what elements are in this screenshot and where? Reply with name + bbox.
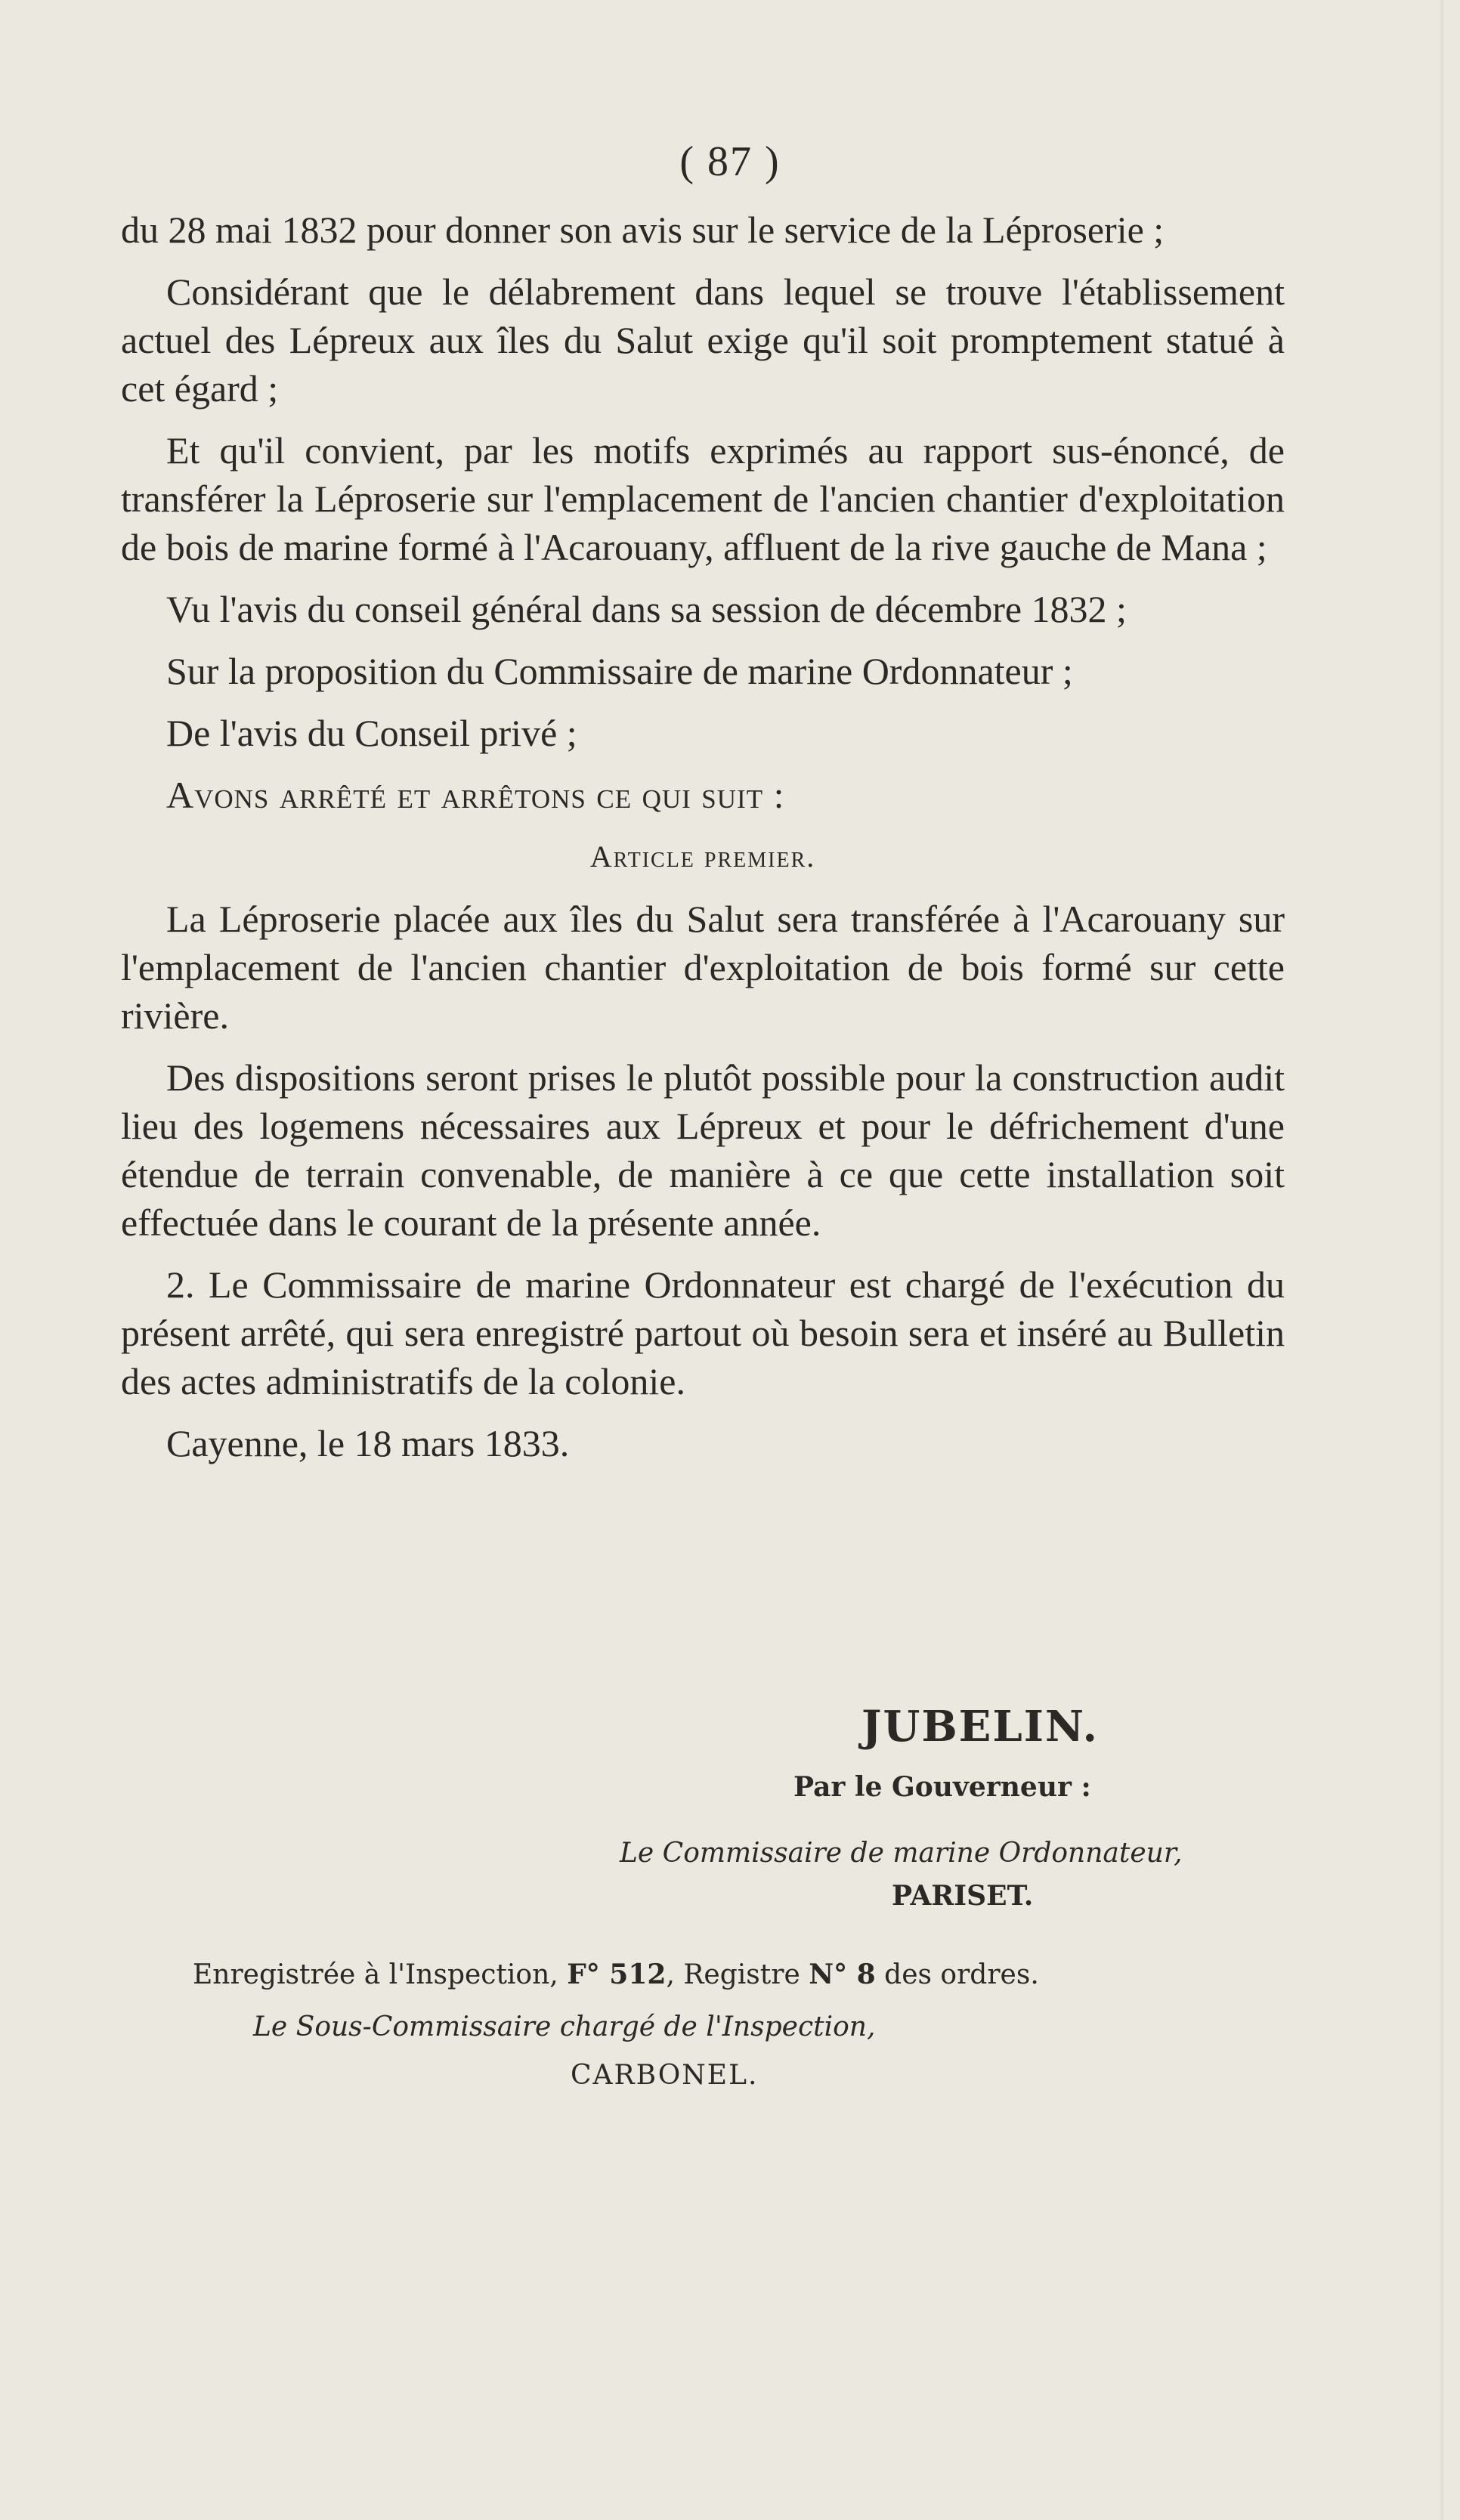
folio: F° 512 [567,1959,667,1990]
paragraph: du 28 mai 1832 pour donner son avis sur le service de la Léproserie ; [121,209,1165,251]
paragraph: Considérant que le délabrement dans lequel se trouve l'établissement actuel des Lépreux aux îles du Salut exige qu'il soit promptement statué à cet égard ; [121,271,1285,410]
paragraph: Des dispositions seront prises le plutôt possible pour la construction audit lieu des logemens nécessaires aux Lépreux et pour le défrichement d'une étendue de terrain convenable, de manière à ce que cette installation soit effectuée dans le courant de la présente année. [121,1056,1285,1244]
sous-commissaire-title: Le Sous-Commissaire chargé de l'Inspection, [253,2011,876,2042]
paragraph: Sur la proposition du Commissaire de marine Ordonnateur ; [166,650,1073,692]
paragraph: 2. Le Commissaire de marine Ordonnateur est chargé de l'exécution du présent arrêté, qui sera enregistré partout où besoin sera et inséré au Bulletin des actes administratifs de la colonie. [121,1263,1285,1402]
registration-suffix: des ordres. [875,1959,1039,1990]
registre-number: N° 8 [809,1959,876,1990]
body-text [121,206,1285,1481]
commissaire-signature: PARISET. [892,1880,1034,1912]
paragraph: Et qu'il convient, par les motifs exprimés au rapport sus-énoncé, de transférer la Léproserie sur l'emplacement de l'ancien chantier d'exploitation de bois de marine formé à l'Acarouany, affluent de la rive gauche de Mana ; [121,429,1285,568]
par-le-gouverneur: Par le Gouverneur : [793,1771,1091,1803]
decree-formula: Avons arrêté et arrêtons ce qui suit : [166,774,785,816]
registration-mid: , Registre [666,1959,809,1990]
sous-commissaire-signature: CARBONEL. [571,2060,759,2091]
date-line: Cayenne, le 18 mars 1833. [166,1422,570,1464]
governor-signature: JUBELIN. [861,1702,1100,1752]
paragraph: Vu l'avis du conseil général dans sa session de décembre 1832 ; [166,588,1127,630]
registration-line [0,1959,1460,1990]
page-number: ( 87 ) [679,138,781,185]
paragraph: La Léproserie placée aux îles du Salut sera transférée à l'Acarouany sur l'emplacement de l'ancien chantier d'exploitation de bois formé sur cette rivière. [121,898,1285,1037]
article-heading: Article premier. [589,839,816,873]
commissaire-title: Le Commissaire de marine Ordonnateur, [620,1838,1183,1869]
registration-prefix: Enregistrée à l'Inspection, [193,1959,568,1990]
paragraph: De l'avis du Conseil privé ; [166,712,577,754]
